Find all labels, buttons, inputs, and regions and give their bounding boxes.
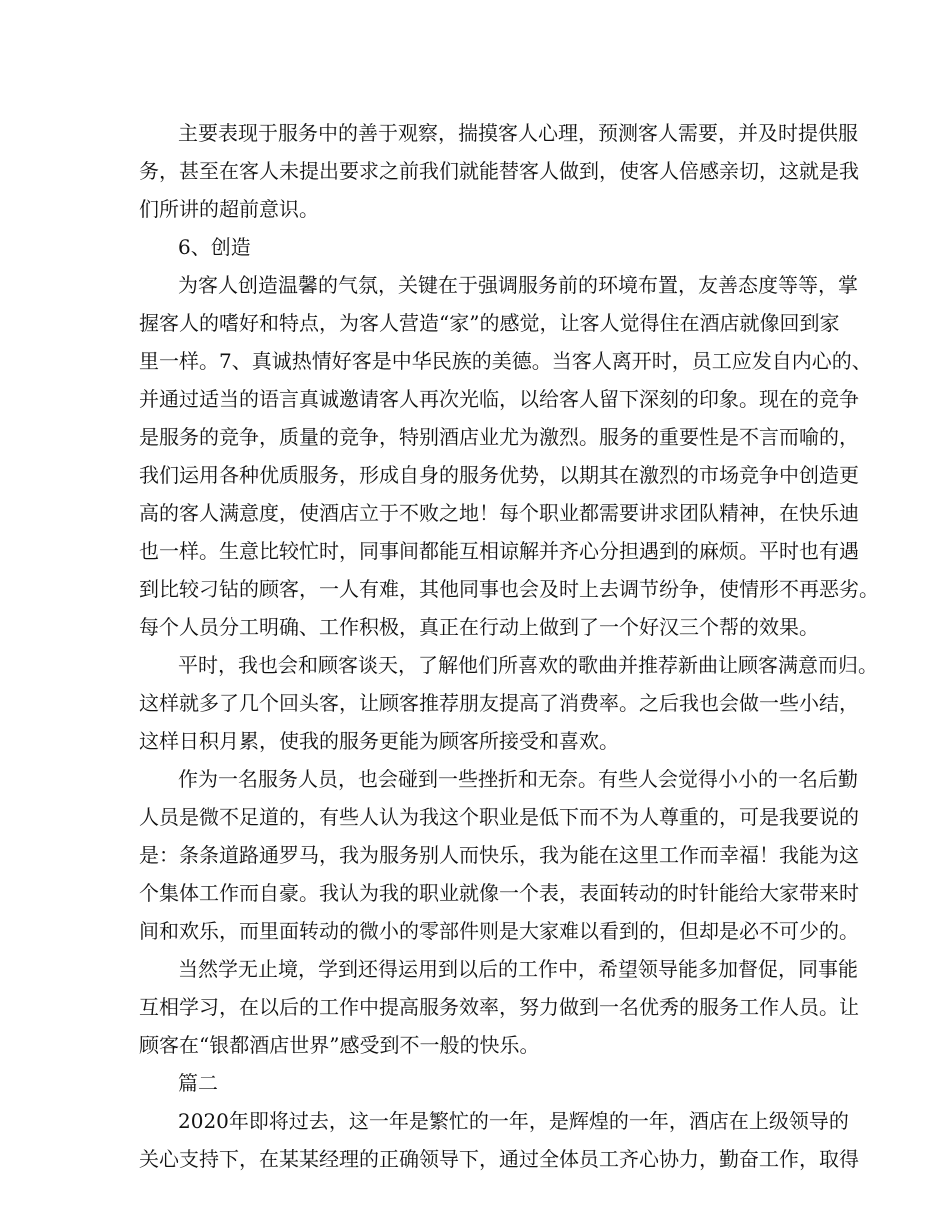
text-line: 关心支持下，在某某经理的正确领导下，通过全体员工齐心协力，勤奋工作，取得 [139, 1147, 859, 1171]
text-line: 人员是微不足道的，有些人认为我这个职业是低下而不为人尊重的，可是我要说的 [139, 805, 859, 829]
text-line: 平时，我也会和顾客谈天，了解他们所喜欢的歌曲并推荐新曲让顾客满意而归。 [178, 653, 878, 677]
text-line: 顾客在“银都酒店世界”感受到不一般的快乐。 [139, 1033, 540, 1057]
text-line: 每个人员分工明确、工作积极，真正在行动上做到了一个好汉三个帮的效果。 [139, 615, 819, 639]
text-line: 也一样。生意比较忙时，同事间都能互相谅解并齐心分担遇到的麻烦。平时也有遇 [139, 539, 859, 563]
text-line: 并通过适当的语言真诚邀请客人再次光临，以给客人留下深刻的印象。现在的竞争 [139, 387, 859, 411]
text-line: 务，甚至在客人未提出要求之前我们就能替客人做到，使客人倍感亲切，这就是我 [139, 159, 859, 183]
text-line: 当然学无止境，学到还得运用到以后的工作中，希望领导能多加督促，同事能 [178, 957, 858, 981]
text-line: 我们运用各种优质服务，形成自身的服务优势，以期其在激烈的市场竞争中创造更 [139, 463, 859, 487]
text-line: 到比较刁钻的顾客，一人有难，其他同事也会及时上去调节纷争，使情形不再恶劣。 [139, 577, 879, 601]
text-line: 是：条条道路通罗马，我为服务别人而快乐，我为能在这里工作而幸福！我能为这 [139, 843, 859, 867]
text-line: 这样日积月累，使我的服务更能为顾客所接受和喜欢。 [139, 729, 619, 753]
text-line: 里一样。7、真诚热情好客是中华民族的美德。当客人离开时，员工应发自内心的、 [139, 349, 872, 373]
section-heading: 篇二 [178, 1071, 218, 1095]
text-line: 高的客人满意度，使酒店立于不败之地！每个职业都需要讲求团队精神，在快乐迪 [139, 501, 859, 525]
text-line: 作为一名服务人员，也会碰到一些挫折和无奈。有些人会觉得小小的一名后勤 [178, 767, 858, 791]
text-line: 个集体工作而自豪。我认为我的职业就像一个表，表面转动的时针能给大家带来时 [139, 881, 859, 905]
text-line: 握客人的嗜好和特点，为客人营造“家”的感觉，让客人觉得住在酒店就像回到家 [139, 311, 840, 335]
text-line: 这样就多了几个回头客，让顾客推荐朋友提高了消费率。之后我也会做一些小结， [139, 691, 859, 715]
section-heading: 6、创造 [178, 235, 251, 259]
text-line: 们所讲的超前意识。 [139, 197, 319, 221]
text-line: 互相学习，在以后的工作中提高服务效率，努力做到一名优秀的服务工作人员。让 [139, 995, 859, 1019]
text-line: 是服务的竞争，质量的竞争，特别酒店业尤为激烈。服务的重要性是不言而喻的， [139, 425, 859, 449]
text-line: 主要表现于服务中的善于观察，揣摸客人心理，预测客人需要，并及时提供服 [178, 121, 858, 145]
text-line: 为客人创造温馨的气氛，关键在于强调服务前的环境布置，友善态度等等，掌 [178, 273, 858, 297]
text-line: 2020年即将过去，这一年是繁忙的一年，是辉煌的一年，酒店在上级领导的 [178, 1109, 849, 1133]
text-line: 间和欢乐，而里面转动的微小的零部件则是大家难以看到的，但却是必不可少的。 [139, 919, 859, 943]
